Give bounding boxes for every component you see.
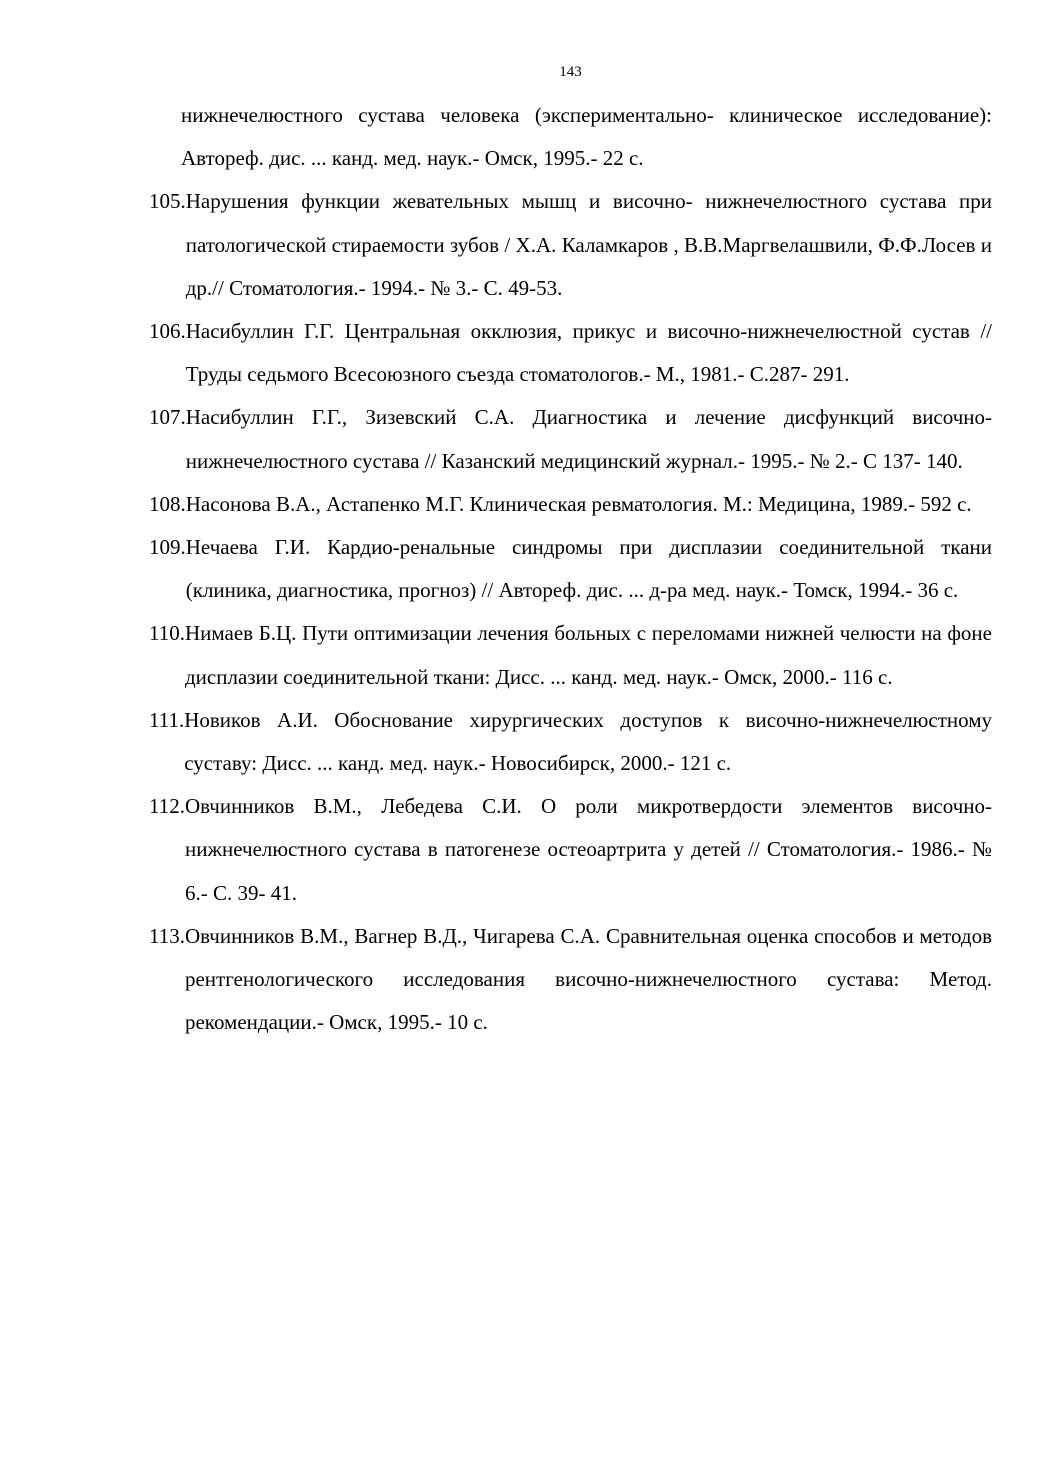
reference-text: Нарушения функции жевательных мышц и височно- нижнечелюстного сустава при патологической стираемости зубов / Х.А. Каламкаров , В.В.Маргвелашвили, Ф.Ф.Лосев и др.// Стоматология.- 1994.- № 3.- С. 49-53. <box>185 189 992 300</box>
reference-number: 106. <box>149 319 186 344</box>
reference-item <box>149 915 992 1045</box>
reference-item <box>149 526 992 612</box>
reference-number: 112. <box>149 794 185 819</box>
reference-item <box>149 785 992 915</box>
reference-number: 111. <box>149 707 185 732</box>
reference-number: 108. <box>149 491 186 516</box>
reference-number: 107. <box>149 405 186 430</box>
reference-text: Нечаева Г.И. Кардио-ренальные синдромы при дисплазии соединительной ткани (клиника, диагностика, прогноз) // Автореф. дис. ... д-ра мед. наук.- Томск, 1994.- 36 с. <box>185 535 992 603</box>
reference-text: Насибуллин Г.Г. Центральная окклюзия, прикус и височно-нижнечелюстной сустав // Труды седьмого Всесоюзного съезда стоматологов.- М., 1981.- С.287- 291. <box>185 319 992 387</box>
reference-text: Овчинников В.М., Вагнер В.Д., Чигарева С.А. Сравнительная оценка способов и методов рентгенологического исследования височно-нижнечелюстного сустава: Метод. рекомендации.- Омск, 1995.- 10 с. <box>184 923 992 1035</box>
reference-item <box>149 310 992 396</box>
page-number: 143 <box>559 64 582 80</box>
reference-continuation: нижнечелюстного сустава человека (экспериментально- клиническое исследование): Автореф. дис. ... канд. мед. наук.- Омск, 1995.- 22 с. <box>181 103 992 171</box>
reference-list <box>149 94 992 1044</box>
reference-number: 110. <box>149 621 185 646</box>
reference-text: Новиков А.И. Обоснование хирургических доступов к височно-нижнечелюстному суставу: Дисс. ... канд. мед. наук.- Новосибирск, 2000.- 121 с. <box>184 707 992 776</box>
reference-item <box>149 396 992 482</box>
reference-item <box>149 180 992 310</box>
reference-text: Нимаев Б.Ц. Пути оптимизации лечения больных с переломами нижней челюсти на фоне дисплазии соединительной ткани: Дисс. ... канд. мед. наук.- Омск, 2000.- 116 с. <box>184 621 992 689</box>
reference-item <box>149 699 992 785</box>
reference-number: 109. <box>149 535 186 560</box>
reference-item <box>149 483 992 526</box>
reference-item <box>149 612 992 698</box>
reference-text: Овчинников В.М., Лебедева С.И. О роли микротвердости элементов височно- нижнечелюстного сустава в патогенезе остеоартрита у детей // Стоматология.- 1986.- № 6.- С. 39- 41. <box>184 794 992 905</box>
reference-number: 113. <box>149 923 185 948</box>
reference-number: 105. <box>149 189 186 214</box>
reference-text: Насибуллин Г.Г., Зизевский С.А. Диагностика и лечение дисфункций височно- нижнечелюстного сустава // Казанский медицинский журнал.- 1995.- № 2.- С 137- 140. <box>185 405 992 473</box>
reference-text: Насонова В.А., Астапенко М.Г. Клиническая ревматология. М.: Медицина, 1989.- 592 с. <box>185 491 972 516</box>
